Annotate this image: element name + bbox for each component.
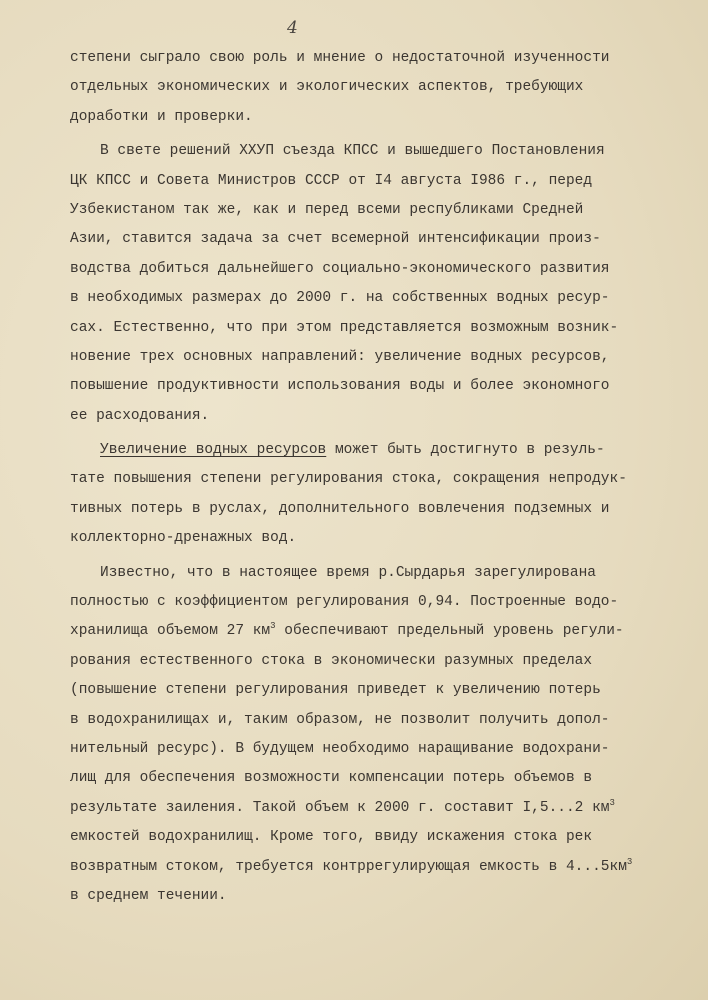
text-line: Известно, что в настоящее время р.Сырдарья зарегулирована xyxy=(100,564,596,581)
paragraph-2 xyxy=(70,137,690,431)
text-segment: результате заиления. Такой объем к 2000 г. составит I,5...2 км xyxy=(70,799,610,816)
document-body xyxy=(70,44,690,911)
text-line: в среднем течении. xyxy=(70,887,227,904)
text-line: Азии, ставится задача за счет всемерной интенсификации произ- xyxy=(70,231,601,248)
text-line: ЦК КПСС и Совета Министров СССР от I4 августа I986 г., перед xyxy=(70,172,593,189)
text-line: лищ для обеспечения возможности компенсации потерь объемов в xyxy=(70,770,593,787)
text-line: В свете решений ХХУП съезда КПСС и вышедшего Постановления xyxy=(100,143,605,160)
text-line: коллекторно-дренажных вод. xyxy=(70,530,297,547)
text-line xyxy=(70,794,690,823)
text-line xyxy=(70,617,690,646)
text-line: новение трех основных направлений: увеличение водных ресурсов, xyxy=(70,348,610,365)
superscript: 3 xyxy=(609,797,615,808)
text-line: рования естественного стока в экономически разумных пределах xyxy=(70,652,593,669)
text-line: емкостей водохранилищ. Кроме того, ввиду искажения стока рек xyxy=(70,829,593,846)
paragraph-4 xyxy=(70,559,690,912)
text-segment: обеспечивают предельный уровень регули- xyxy=(275,623,624,640)
text-line: нительный ресурс). В будущем необходимо наращивание водохрани- xyxy=(70,740,610,757)
text-line: тивных потерь в руслах, дополнительного вовлечения подземных и xyxy=(70,500,610,517)
underlined-term: Увеличение водных ресурсов xyxy=(100,442,327,459)
text-line: в необходимых размерах до 2000 г. на собственных водных ресур- xyxy=(70,290,610,307)
paragraph-1 xyxy=(70,44,690,132)
superscript: 3 xyxy=(270,621,276,632)
text-line: полностью с коэффициентом регулирования 0,94. Построенные водо- xyxy=(70,594,619,611)
text-line: в водохранилищах и, таким образом, не позволит получить допол- xyxy=(70,711,610,728)
paragraph-3 xyxy=(70,436,690,554)
text-line: (повышение степени регулирования приведет к увеличению потерь xyxy=(70,682,601,699)
text-line: ее расходования. xyxy=(70,407,210,424)
text-segment: может быть достигнуто в резуль- xyxy=(326,442,605,459)
text-line: водства добиться дальнейшего социально-экономического развития xyxy=(70,260,610,277)
text-line: отдельных экономических и экологических аспектов, требующих xyxy=(70,79,584,96)
text-line xyxy=(70,853,690,882)
text-line: сах. Естественно, что при этом представляется возможным возник- xyxy=(70,319,619,336)
text-line: повышение продуктивности использования воды и более экономного xyxy=(70,378,610,395)
text-segment: возвратным стоком, требуется контррегулирующая емкость в 4...5км xyxy=(70,858,627,875)
page-number: 4 xyxy=(287,18,298,38)
text-segment: хранилища объемом 27 км xyxy=(70,623,271,640)
text-line: степени сыграло свою роль и мнение о недостаточной изученности xyxy=(70,50,610,66)
text-line xyxy=(70,436,690,465)
text-line: Узбекистаном так же, как и перед всеми республиками Средней xyxy=(70,201,584,218)
text-line: тате повышения степени регулирования стока, сокращения непродук- xyxy=(70,471,627,488)
text-line: доработки и проверки. xyxy=(70,108,253,125)
superscript: 3 xyxy=(626,856,633,867)
